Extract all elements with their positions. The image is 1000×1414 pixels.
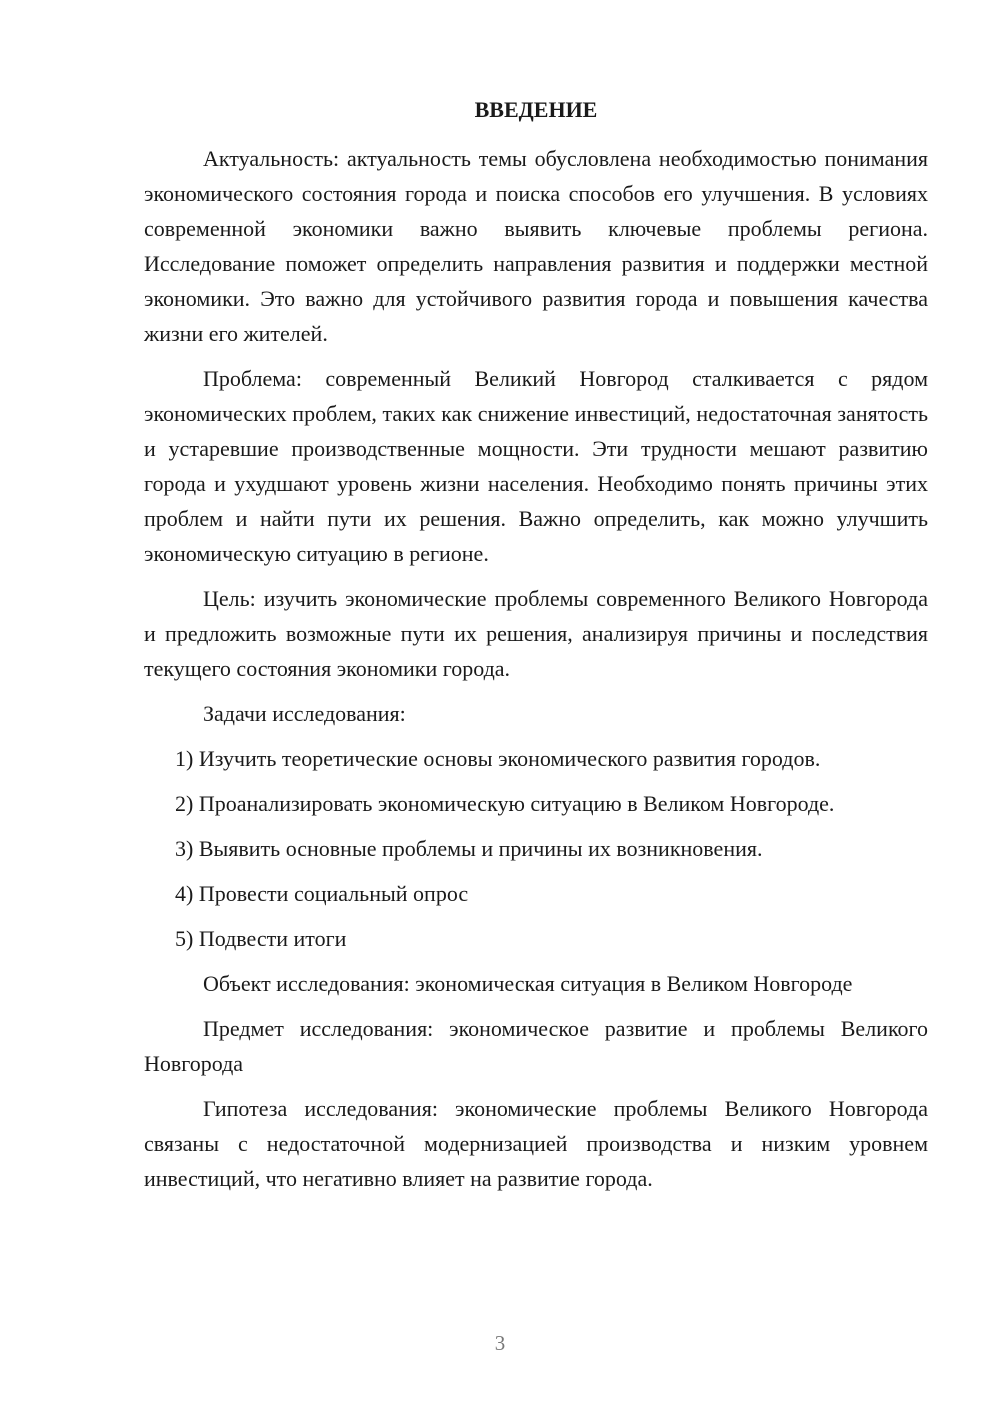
task-item: 2) Проанализировать экономическую ситуацию в Великом Новгороде. bbox=[175, 791, 835, 816]
problem-paragraph: Проблема: современный Великий Новгород сталкивается с рядом экономических проблем, таких как снижение инвестиций, недостаточная занятость и устаревшие производственные мощности. Эти трудности мешают развитию города и ухудшают уровень жизни населения. Необходимо понять причины этих проблем и найти пути их решения. Важно определить, как можно улучшить экономическую ситуацию в регионе. bbox=[144, 366, 928, 566]
page-number: 3 bbox=[494, 1331, 506, 1355]
page-title: ВВЕДЕНИЕ bbox=[474, 97, 598, 122]
task-item: 1) Изучить теоретические основы экономического развития городов. bbox=[175, 746, 821, 771]
relevance-paragraph: Актуальность: актуальность темы обусловлена необходимостью понимания экономического состояния города и поиска способов его улучшения. В условиях современной экономики важно выявить ключевые проблемы региона. Исследование поможет определить направления развития и поддержки местной экономики. Это важно для устойчивого развития города и повышения качества жизни его жителей. bbox=[144, 146, 928, 346]
hypothesis-paragraph: Гипотеза исследования: экономические проблемы Великого Новгорода связаны с недостаточной модернизацией производства и низким уровнем инвестиций, что негативно влияет на развитие города. bbox=[144, 1096, 928, 1191]
subject-paragraph: Предмет исследования: экономическое развитие и проблемы Великого Новгорода bbox=[144, 1016, 928, 1076]
document-page bbox=[144, 92, 928, 1206]
tasks-heading: Задачи исследования: bbox=[203, 701, 406, 726]
task-item: 3) Выявить основные проблемы и причины их возникновения. bbox=[175, 836, 763, 861]
goal-paragraph: Цель: изучить экономические проблемы современного Великого Новгорода и предложить возможные пути их решения, анализируя причины и последствия текущего состояния экономики города. bbox=[144, 586, 928, 681]
task-item: 4) Провести социальный опрос bbox=[175, 881, 469, 906]
object-paragraph: Объект исследования: экономическая ситуация в Великом Новгороде bbox=[203, 971, 853, 996]
task-item: 5) Подвести итоги bbox=[175, 926, 347, 951]
